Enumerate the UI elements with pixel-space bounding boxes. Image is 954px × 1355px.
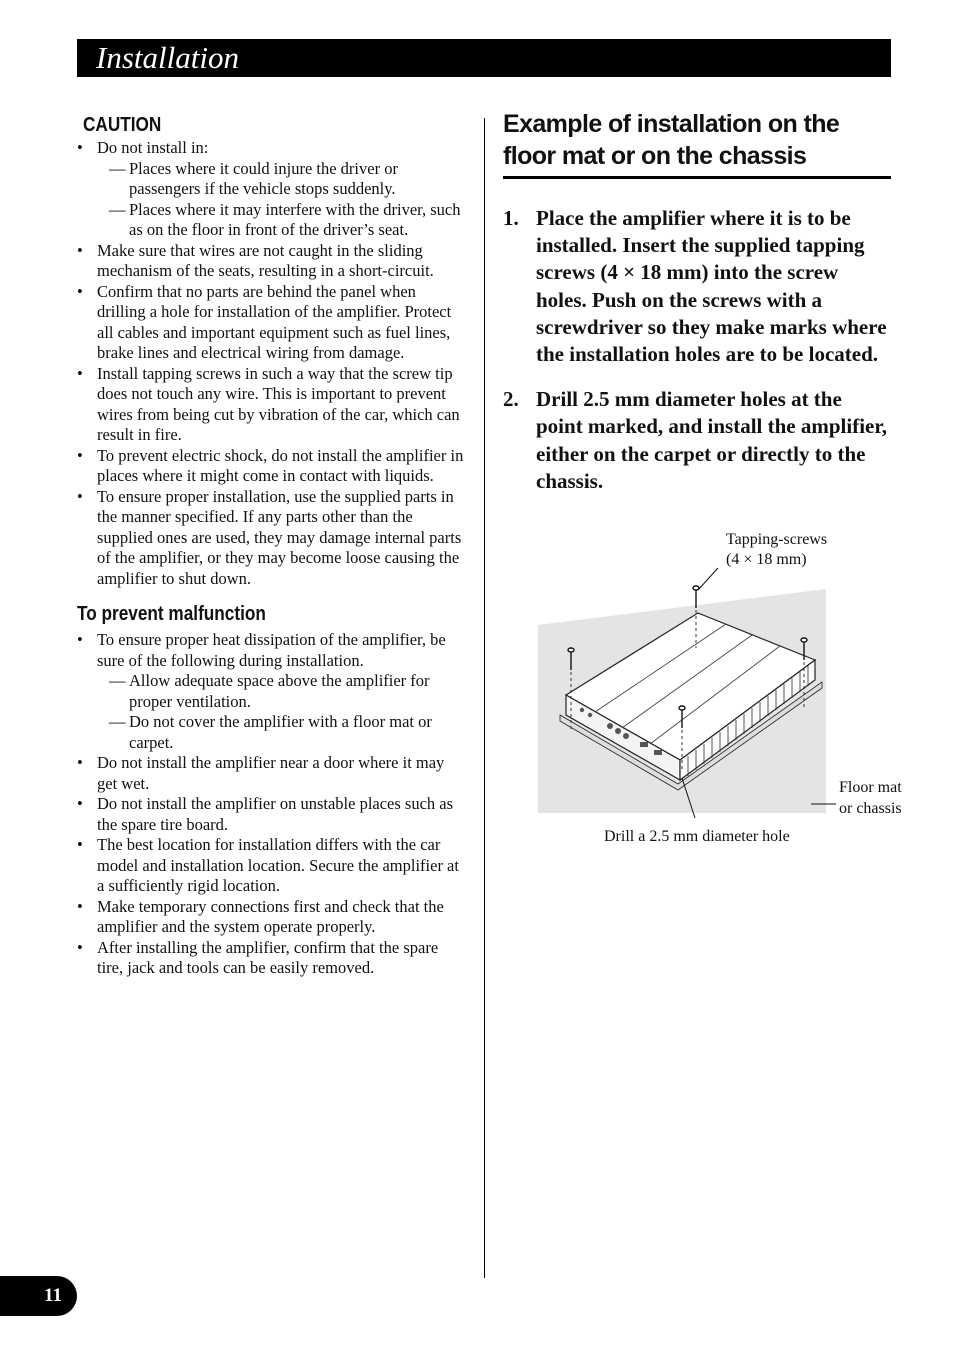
bullet-item: [77, 897, 467, 938]
bullet-text: After installing the amplifier, confirm that the spare tire, jack and tools can be easily removed.: [97, 937, 439, 977]
step-number: 2.: [503, 387, 519, 412]
bullet-text: Do not install the amplifier near a door where it may get wet.: [97, 753, 445, 793]
bullet-dot: •: [77, 138, 83, 157]
step-text: Place the amplifier where it is to be installed. Insert the supplied tapping screws (4 × 18 mm) into the screw holes. Push on the screws with a screwdriver so they make marks where the installation holes are to be located.: [536, 206, 887, 367]
floor-label-line1: Floor mat: [839, 779, 902, 796]
page-title: Installation: [96, 40, 239, 75]
section-heading: Example of installation on the floor mat or on the chassis: [503, 108, 891, 179]
column-divider: [484, 118, 485, 1278]
bullet-item: [77, 241, 467, 282]
caution-heading: CAUTION: [83, 114, 162, 136]
step-number: 1.: [503, 206, 519, 230]
dash-mark: —: [109, 671, 126, 690]
bullet-text: To ensure proper installation, use the supplied parts in the manner specified. If any parts other than the supplied ones are used, they may damage internal parts of the amplifier, or they may become loose causing the amplifier to shut down.: [97, 486, 462, 588]
sub-item: [97, 671, 467, 712]
bullet-text: To ensure proper heat dissipation of the amplifier, be sure of the following during installation.: [97, 630, 446, 670]
bullet-text: To prevent electric shock, do not install the amplifier in places where it might come in contact with liquids.: [97, 445, 464, 485]
dash-mark: —: [109, 712, 126, 731]
bullet-text: Do not install the amplifier on unstable places such as the spare tire board.: [97, 794, 454, 834]
screws-label-line2: (4 × 18 mm): [726, 551, 807, 568]
bullet-item: [77, 364, 467, 446]
dash-mark: —: [109, 199, 126, 219]
dash-mark: —: [109, 158, 126, 178]
bullet-dot: •: [77, 835, 83, 854]
screws-label-line1: Tapping-screws: [726, 531, 828, 548]
sub-item-text: Do not cover the amplifier with a floor mat or carpet.: [129, 712, 432, 752]
bullet-dot: •: [77, 937, 83, 957]
page-number-tab: [0, 1276, 77, 1316]
bullet-text: The best location for installation differs with the car model and installation location. Secure the amplifier at a sufficiently rigid location.: [97, 835, 459, 895]
bullet-item: [77, 446, 467, 487]
sub-item-text: Places where it could injure the driver or passengers if the vehicle stops suddenly.: [129, 158, 398, 198]
bullet-dot: •: [77, 794, 83, 813]
bullet-text: Do not install in:: [97, 138, 209, 157]
drill-label: Drill a 2.5 mm diameter hole: [604, 828, 790, 845]
bullet-dot: •: [77, 363, 83, 383]
bullet-text: Confirm that no parts are behind the panel when drilling a hole for installation of the amplifier. Protect all cables and important equipment such as fuel lines, brake lines and electrical wiring from damage.: [97, 281, 452, 362]
bullet-item: [77, 753, 467, 794]
bullet-item: [77, 794, 467, 835]
step-text: Drill 2.5 mm diameter holes at the point marked, and install the amplifier, either on the carpet or directly to the chassis.: [536, 387, 888, 493]
sub-item: [97, 712, 467, 753]
bullet-item: [77, 938, 467, 979]
sub-item-text: Allow adequate space above the amplifier for proper ventilation.: [129, 671, 430, 711]
sub-item-text: Places where it may interfere with the driver, such as on the floor in front of the driver’s seat.: [129, 199, 461, 239]
bullet-text: Make sure that wires are not caught in the sliding mechanism of the seats, resulting in a short-circuit.: [97, 240, 434, 280]
bullet-dot: •: [77, 896, 83, 916]
bullet-text: Install tapping screws in such a way that the screw tip does not touch any wire. This is important to prevent wires from being cut by vibration of the car, which can result in fire.: [97, 363, 460, 444]
bullet-dot: •: [77, 445, 83, 465]
bullet-dot: •: [77, 240, 83, 260]
malfunction-heading: To prevent malfunction: [77, 603, 266, 625]
header-bar: [77, 39, 891, 77]
step-item: [503, 386, 891, 495]
steps-list: [503, 205, 891, 495]
right-column: [503, 108, 891, 513]
bullet-text: Make temporary connections first and check that the amplifier and the system operate properly.: [97, 896, 444, 936]
bullet-dot: •: [77, 630, 83, 649]
floor-label-line2: or chassis: [839, 800, 902, 817]
bullet-dot: •: [77, 281, 83, 301]
sub-item: [97, 159, 467, 200]
installation-figure: [530, 520, 930, 860]
sub-item: [97, 200, 467, 241]
bullet-item: [77, 487, 467, 590]
bullet-dot: •: [77, 486, 83, 506]
page-number: 11: [44, 1285, 62, 1306]
bullet-item: [77, 282, 467, 364]
bullet-item: [77, 138, 467, 241]
left-column: [77, 108, 467, 979]
step-item: [503, 205, 891, 368]
bullet-dot: •: [77, 753, 83, 772]
bullet-item: [77, 835, 467, 897]
caution-list: [77, 138, 467, 589]
bullet-item: [77, 630, 467, 753]
malfunction-list: [77, 630, 467, 979]
